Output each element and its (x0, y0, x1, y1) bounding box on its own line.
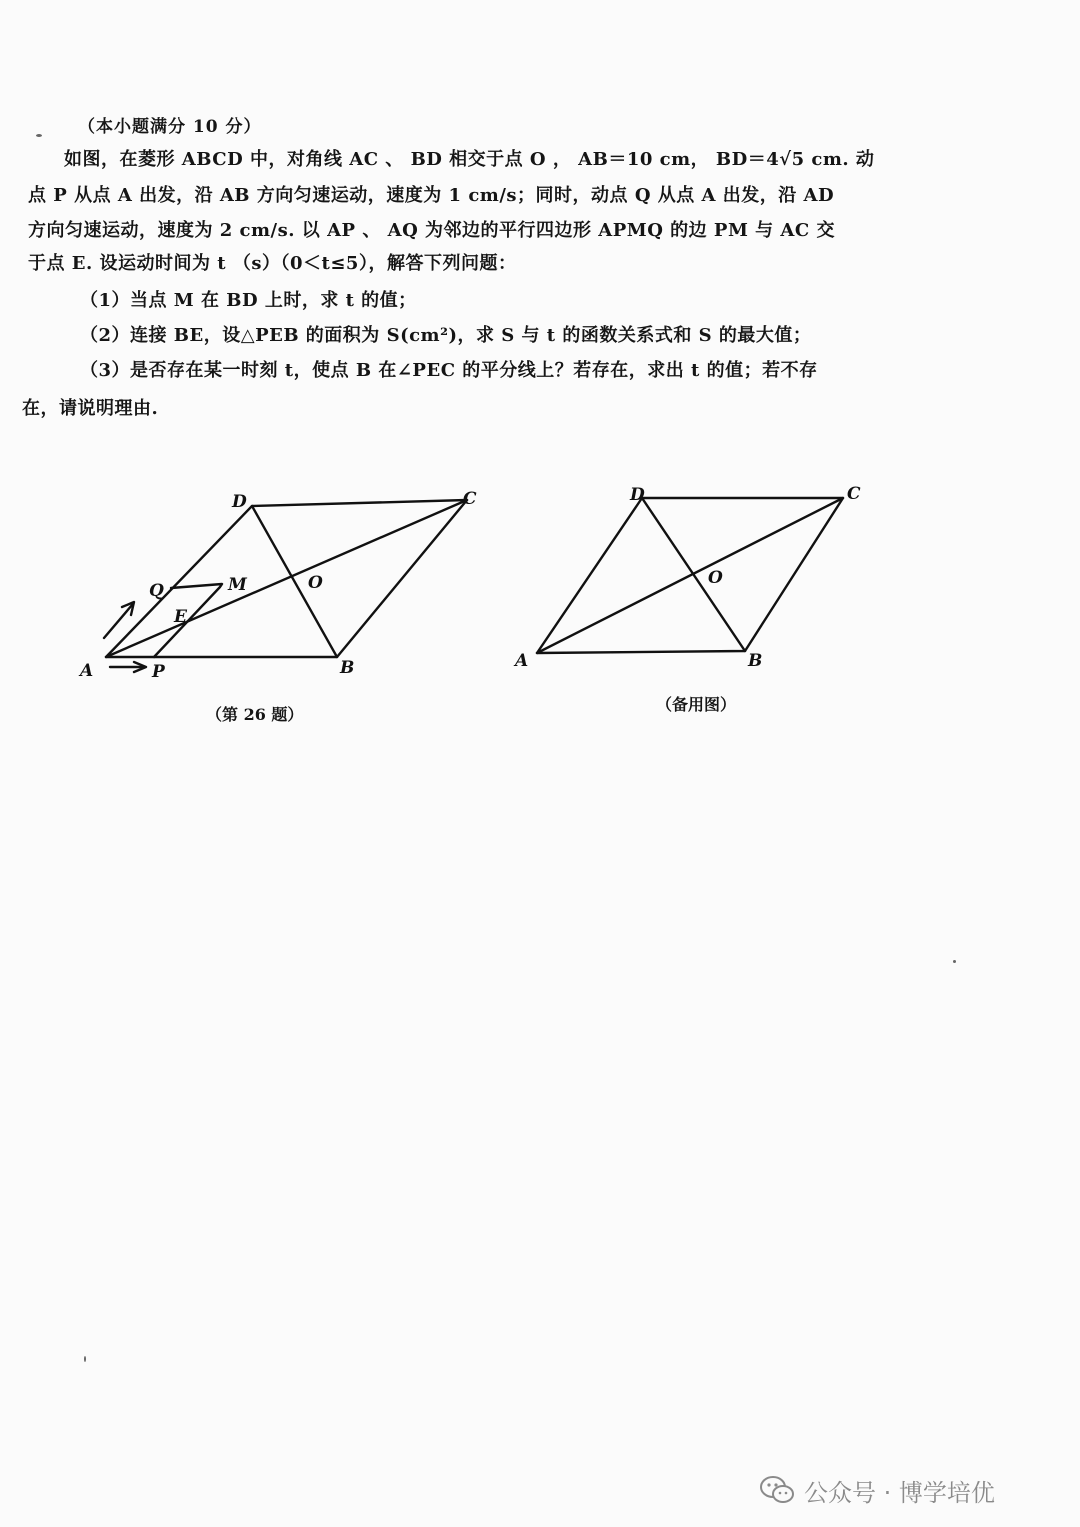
label-c: C (463, 489, 477, 509)
label-o: O (308, 573, 323, 593)
problem-intro-line-2: 点 P 从点 A 出发，沿 AB 方向匀速运动，速度为 1 cm/s；同时，动点 Q 从点 A 出发，沿 AD (28, 185, 835, 206)
spare-figure (510, 480, 890, 680)
problem-header: （本小题满分 10 分） (78, 117, 262, 137)
problem-intro-line-3: 方向匀速运动，速度为 2 cm/s. 以 AP 、 AQ 为邻边的平行四边形 APMQ 的边 PM 与 AC 交 (28, 220, 835, 241)
watermark-text: 公众号 · 博学培优 (804, 1478, 995, 1507)
scan-speck (84, 1356, 86, 1362)
label-q: Q (149, 581, 164, 601)
question-1: （1）当点 M 在 BD 上时，求 t 的值； (80, 290, 417, 311)
diagonal-ac (106, 500, 467, 657)
scan-speck (953, 960, 956, 963)
spare-figure-caption: （备用图） (656, 695, 737, 714)
spare-diagonal-bd (642, 498, 745, 651)
label-a: A (80, 661, 94, 681)
parallelogram-apmq (154, 584, 222, 657)
label-d: D (232, 492, 247, 512)
main-figure-caption: （第 26 题） (206, 705, 304, 724)
problem-intro-line-1: 如图，在菱形 ABCD 中，对角线 AC 、 BD 相交于点 O ， AB＝10 cm， BD＝4√5 cm. 动 (64, 149, 875, 170)
label-e: E (174, 607, 187, 627)
diagonal-bd (252, 506, 337, 657)
spare-label-d: D (630, 485, 645, 505)
spare-diagonal-ac (537, 498, 843, 653)
question-3-line-2: 在，请说明理由. (22, 398, 159, 419)
spare-label-b: B (748, 651, 763, 671)
scan-speck (36, 134, 42, 137)
spare-label-o: O (708, 568, 723, 588)
question-2: （2）连接 BE，设△PEB 的面积为 S(cm²)，求 S 与 t 的函数关系式和 S 的最大值； (80, 325, 812, 346)
question-3-line-1: （3）是否存在某一时刻 t，使点 B 在∠PEC 的平分线上？若存在，求出 t 的值；若不存 (80, 360, 818, 381)
label-m: M (228, 575, 247, 595)
spare-label-a: A (515, 651, 529, 671)
label-b: B (340, 658, 355, 678)
label-p: P (152, 662, 165, 682)
wechat-icon (760, 1475, 794, 1505)
spare-label-c: C (847, 484, 861, 504)
watermark (760, 1470, 995, 1510)
problem-intro-line-4: 于点 E. 设运动时间为 t （s）（0＜t≤5），解答下列问题： (28, 253, 517, 274)
